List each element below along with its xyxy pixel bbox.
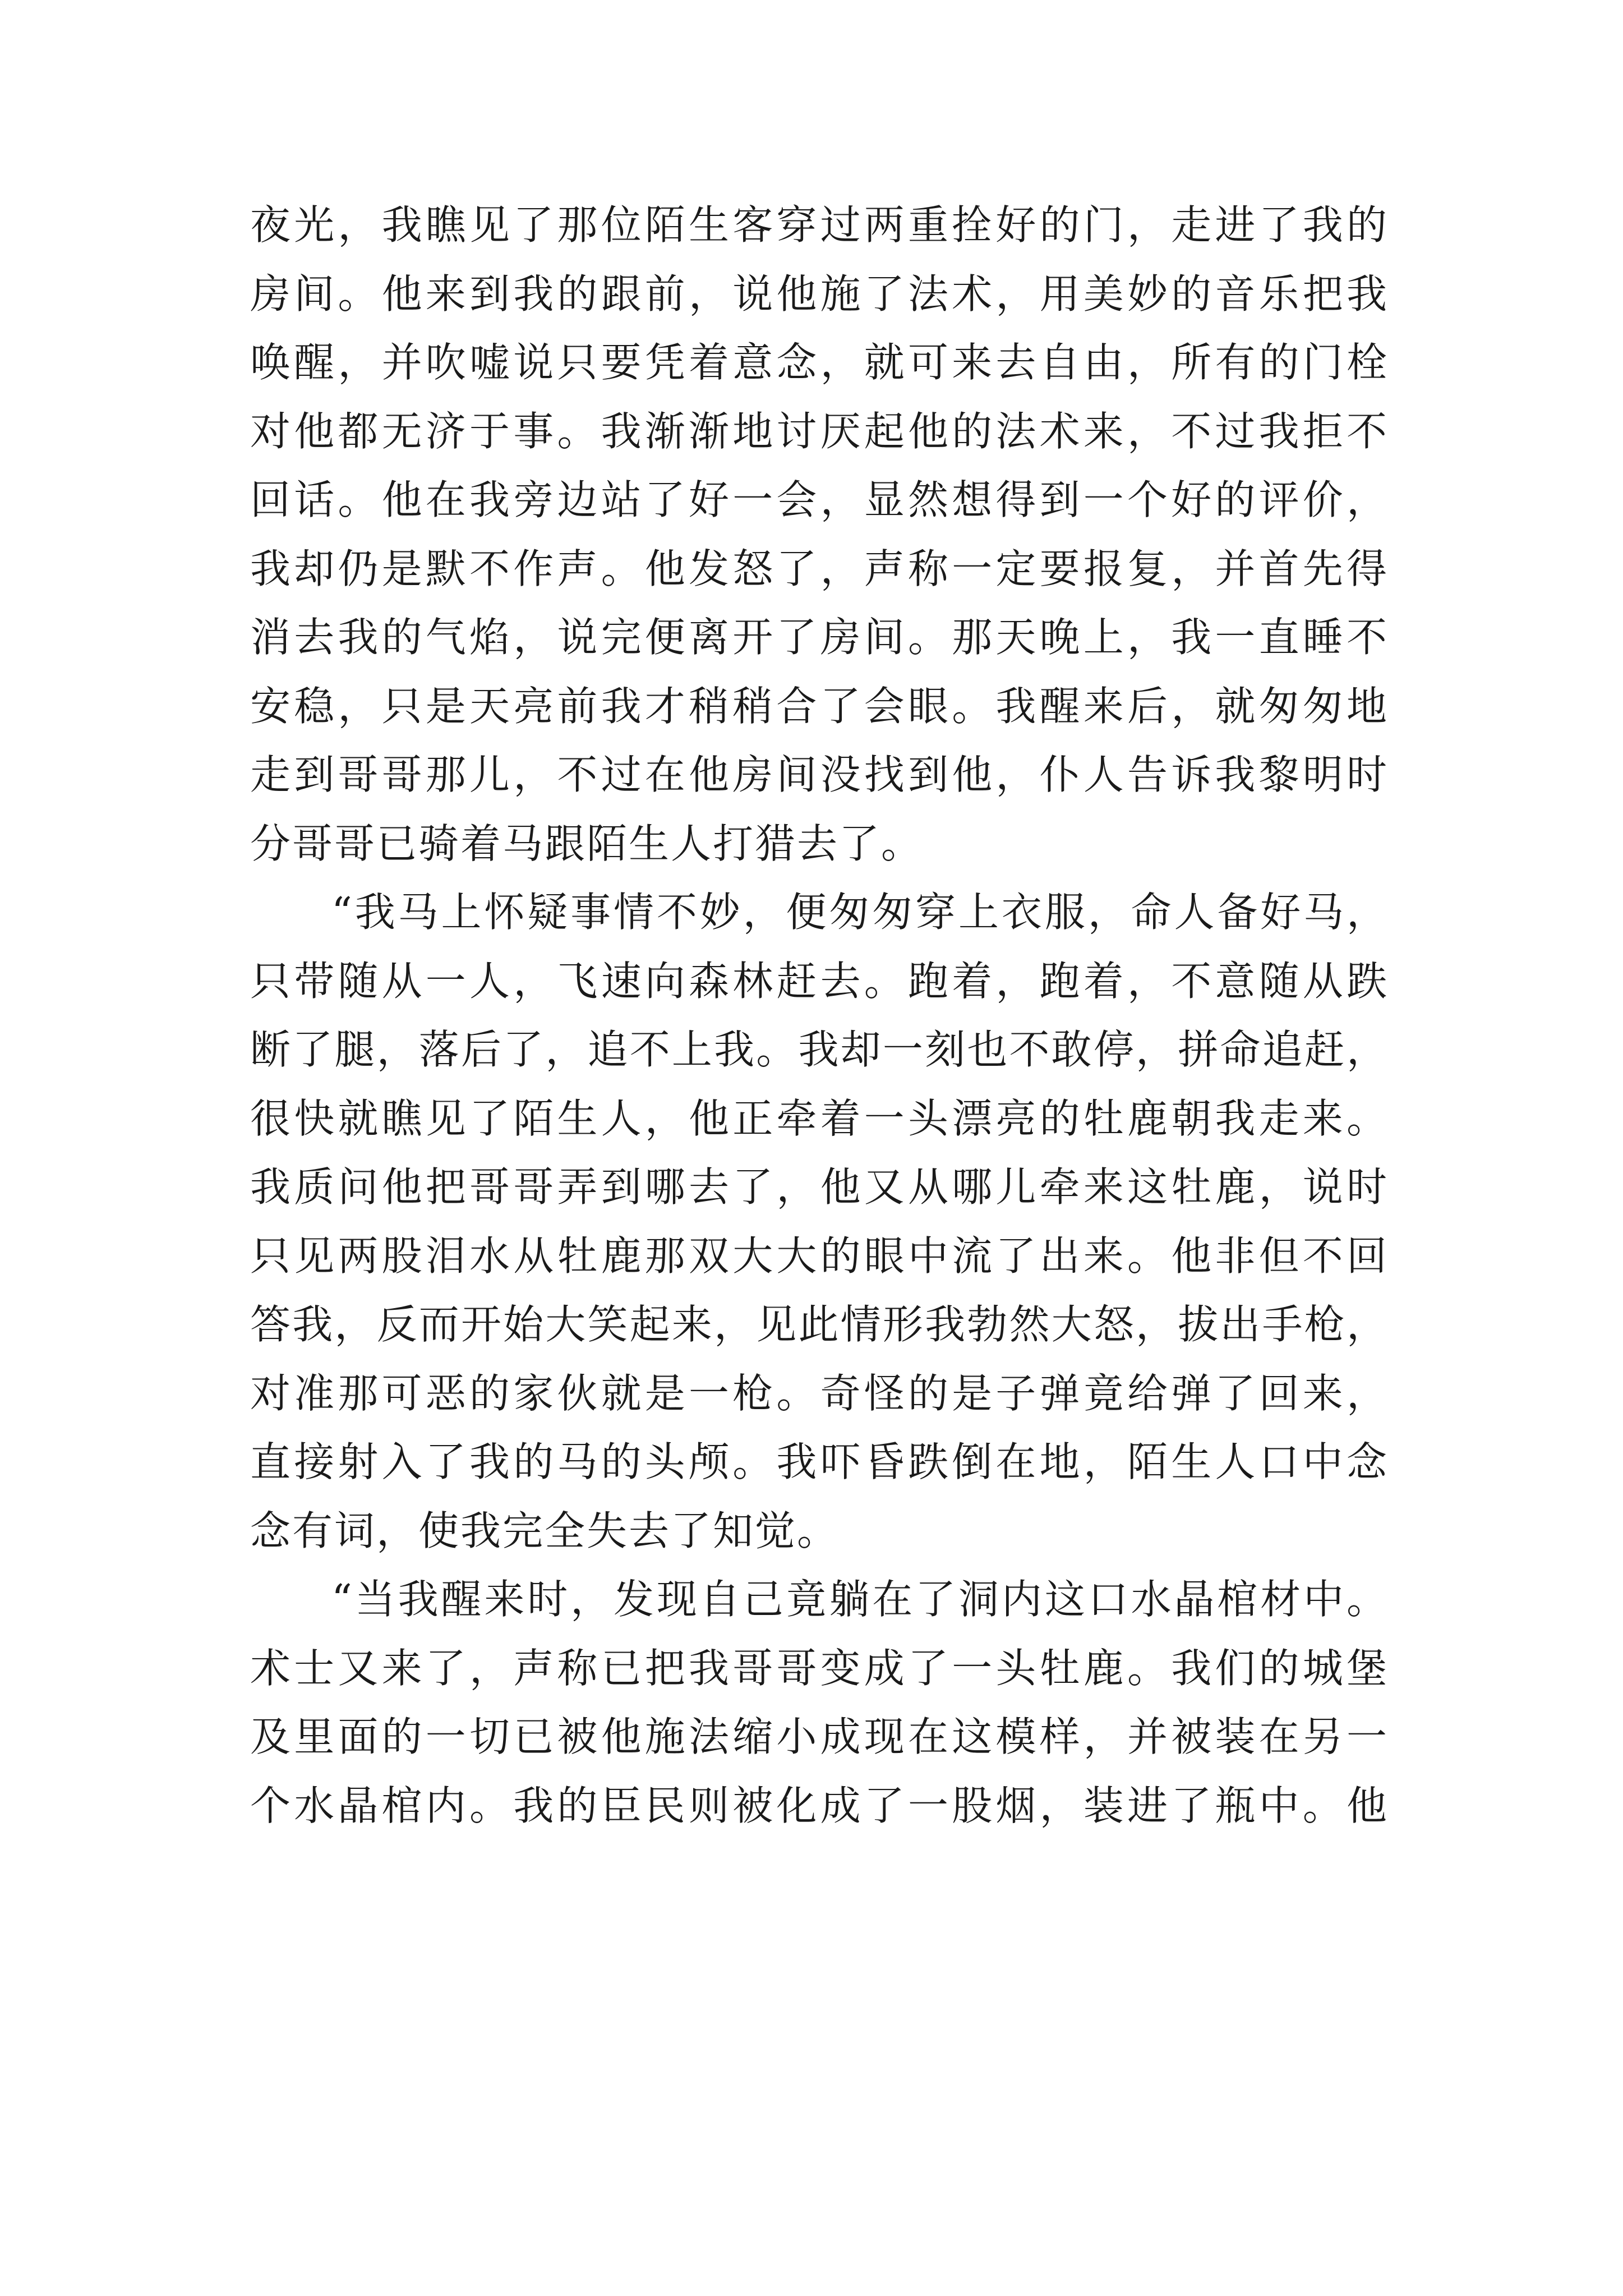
text-line: 直接射入了我的马的头颅。我吓昏跌倒在地，陌生人口中念 bbox=[250, 1438, 1389, 1485]
text-line: 房间。他来到我的跟前，说他施了法术，用美妙的音乐把我 bbox=[250, 270, 1389, 318]
text-line: 只见两股泪水从牡鹿那双大大的眼中流了出来。他非但不回 bbox=[250, 1232, 1389, 1280]
text-line: 对他都无济于事。我渐渐地讨厌起他的法术来，不过我拒不 bbox=[250, 407, 1389, 455]
text-line: 及里面的一切已被他施法缩小成现在这模样，并被装在另一 bbox=[250, 1713, 1389, 1760]
text-line: 夜光，我瞧见了那位陌生客穿过两重拴好的门，走进了我的 bbox=[250, 201, 1389, 249]
text-line: 断了腿，落后了，追不上我。我却一刻也不敢停，拼命追赶， bbox=[250, 1026, 1389, 1073]
text-line: “我马上怀疑事情不妙，便匆匆穿上衣服，命人备好马， bbox=[331, 889, 1389, 936]
text-line: 走到哥哥那儿，不过在他房间没找到他，仆人告诉我黎明时 bbox=[250, 751, 1389, 798]
text-line: 回话。他在我旁边站了好一会，显然想得到一个好的评价， bbox=[250, 476, 1389, 523]
text-line: 答我，反而开始大笑起来，见此情形我勃然大怒，拔出手枪， bbox=[250, 1301, 1389, 1348]
text-line: 分哥哥已骑着马跟陌生人打猎去了。 bbox=[250, 820, 924, 867]
text-line: 术士又来了，声称已把我哥哥变成了一头牡鹿。我们的城堡 bbox=[250, 1644, 1389, 1692]
text-line: 我质问他把哥哥弄到哪去了，他又从哪儿牵来这牡鹿，说时 bbox=[250, 1163, 1389, 1211]
text-line: 很快就瞧见了陌生人，他正牵着一头漂亮的牡鹿朝我走来。 bbox=[250, 1094, 1389, 1142]
text-line: 唤醒，并吹嘘说只要凭着意念，就可来去自由，所有的门栓 bbox=[250, 339, 1389, 386]
text-line: “当我醒来时，发现自己竟躺在了洞内这口水晶棺材中。 bbox=[331, 1576, 1389, 1623]
text-line: 对准那可恶的家伙就是一枪。奇怪的是子弹竟给弹了回来， bbox=[250, 1369, 1389, 1417]
text-line: 只带随从一人，飞速向森林赶去。跑着，跑着，不意随从跌 bbox=[250, 957, 1389, 1005]
text-line: 安稳，只是天亮前我才稍稍合了会眼。我醒来后，就匆匆地 bbox=[250, 682, 1389, 730]
document-text-body bbox=[250, 191, 1389, 1840]
text-line: 消去我的气焰，说完便离开了房间。那天晚上，我一直睡不 bbox=[250, 614, 1389, 661]
text-line: 我却仍是默不作声。他发怒了，声称一定要报复，并首先得 bbox=[250, 545, 1389, 592]
text-line: 念有词，使我完全失去了知觉。 bbox=[250, 1507, 840, 1554]
text-line: 个水晶棺内。我的臣民则被化成了一股烟，装进了瓶中。他 bbox=[250, 1782, 1389, 1829]
